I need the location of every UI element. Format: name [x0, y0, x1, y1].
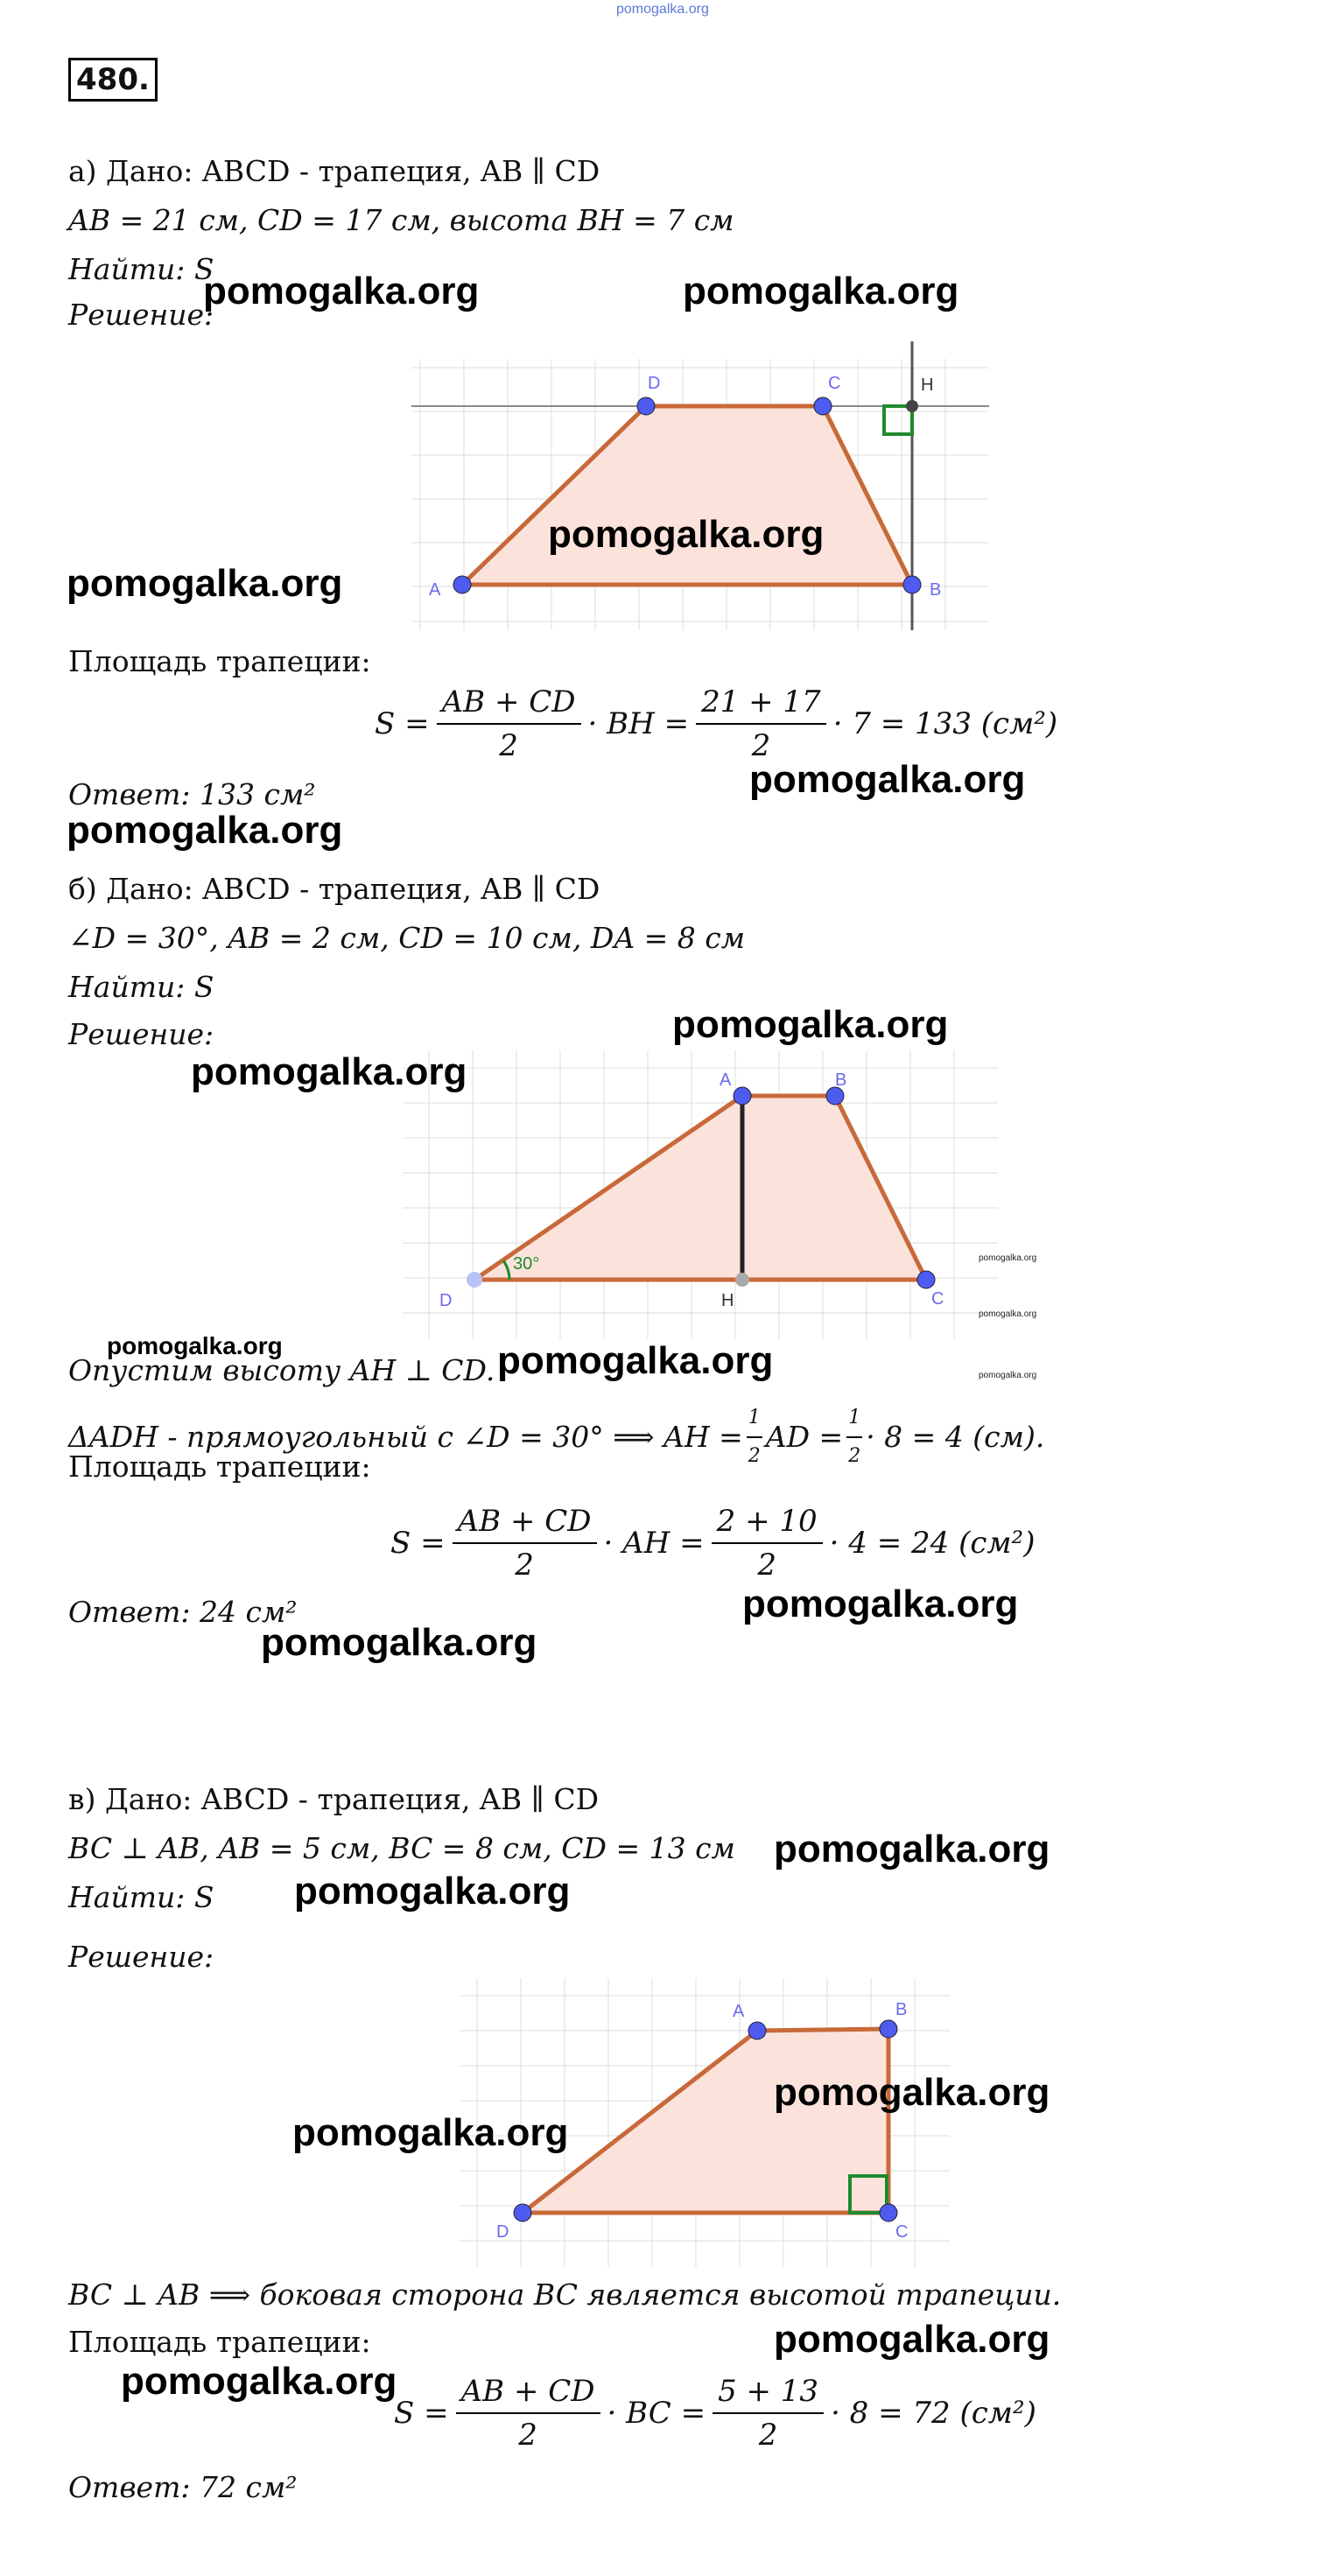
part-b-label-a: A: [720, 1070, 732, 1090]
part-b-step2-b: AD =: [765, 1420, 844, 1454]
part-a-point-d: [637, 397, 655, 415]
part-c-given: в) Дано: ABCD - трапеция, AB ∥ CD: [68, 1782, 600, 1816]
top-link[interactable]: pomogalka.org: [616, 2, 709, 17]
watermark: pomogalka.org: [672, 1003, 949, 1046]
part-b-point-d: [467, 1272, 482, 1288]
part-a-frac-2: [696, 684, 826, 763]
part-c-formula-lhs: S =: [394, 2396, 449, 2431]
part-a-label-b: B: [930, 580, 942, 600]
part-b-find: Найти: S: [68, 970, 214, 1004]
part-b-step2-c: · 8 = 4 (см).: [866, 1420, 1045, 1454]
watermark: pomogalka.org: [979, 1371, 1037, 1380]
part-a-label-h: H: [921, 376, 934, 395]
part-a-formula-rhs: · 7 = 133 (см²): [832, 706, 1058, 741]
part-b-frac-2: [712, 1504, 823, 1583]
frac-numerator: AB + CD: [453, 1504, 597, 1544]
frac-numerator: AB + CD: [456, 2374, 600, 2414]
watermark: pomogalka.org: [497, 1339, 774, 1382]
part-b-formula-lhs: S =: [390, 1526, 446, 1561]
part-a-formula: [375, 684, 1057, 763]
watermark: pomogalka.org: [261, 1621, 537, 1664]
watermark: pomogalka.org: [749, 758, 1026, 801]
frac-denominator: 2: [748, 1445, 761, 1467]
part-a-frac-1: [437, 684, 581, 763]
part-b-label-h: H: [721, 1291, 734, 1310]
part-b-label-d: D: [439, 1291, 453, 1310]
frac-numerator: 21 + 17: [696, 684, 826, 725]
frac-denominator: 2: [758, 2418, 778, 2453]
watermark: pomogalka.org: [203, 270, 480, 312]
frac-numerator: 2 + 10: [712, 1504, 823, 1544]
part-b-point-h: [735, 1273, 749, 1287]
frac-numerator: AB + CD: [437, 684, 581, 725]
part-c-point-a: [748, 2022, 766, 2039]
part-c-formula-rhs: · 8 = 72 (см²): [831, 2396, 1036, 2431]
part-b-trapezoid: [474, 1096, 926, 1280]
frac-denominator: 2: [757, 1548, 776, 1583]
part-b-area-label: Площадь трапеции:: [68, 1449, 371, 1484]
watermark: pomogalka.org: [294, 1870, 571, 1913]
part-b-diagram: [403, 1050, 998, 1339]
part-c-step1: BC ⊥ AB ⟹ боковая сторона BC является высотой трапеции.: [68, 2278, 1062, 2312]
part-b-formula-mid: · AH =: [603, 1526, 705, 1561]
part-a-point-b: [903, 576, 921, 593]
part-b-point-a: [734, 1087, 751, 1105]
part-c-formula: [394, 2374, 1036, 2453]
frac-denominator: 2: [499, 728, 518, 763]
watermark: pomogalka.org: [979, 1309, 1037, 1319]
part-c-formula-mid: · BC =: [607, 2396, 706, 2431]
part-b-label-b: B: [835, 1070, 847, 1090]
part-a-solution-label: Решение:: [68, 298, 214, 332]
part-b-formula: [390, 1504, 1035, 1583]
part-c-label-a: A: [733, 2002, 745, 2021]
part-a-point-a: [453, 576, 471, 593]
part-a-label-d: D: [648, 374, 661, 393]
frac-denominator: 2: [751, 728, 771, 763]
part-a-label-c: C: [828, 374, 841, 393]
part-b-half-1: [747, 1400, 762, 1474]
part-a-point-c: [814, 397, 832, 415]
part-a-find: Найти: S: [68, 252, 214, 286]
part-b-solution-label: Решение:: [68, 1017, 214, 1051]
part-b-answer: Ответ: 24 см²: [68, 1595, 298, 1629]
part-c-label-b: B: [895, 2000, 908, 2019]
part-b-frac-1: [453, 1504, 597, 1583]
part-b-values: ∠D = 30°, AB = 2 см, CD = 10 см, DA = 8 см: [68, 921, 746, 955]
part-b-angle-label: 30°: [513, 1254, 540, 1274]
watermark: pomogalka.org: [774, 1828, 1050, 1871]
watermark: pomogalka.org: [121, 2360, 397, 2403]
part-c-frac-2: [713, 2374, 824, 2453]
part-a-values: AB = 21 см, CD = 17 см, высота BH = 7 см: [68, 203, 734, 237]
part-b-step1: Опустим высоту AH ⊥ CD.: [68, 1353, 495, 1387]
watermark: pomogalka.org: [979, 1253, 1037, 1263]
part-a-point-h: [906, 400, 918, 412]
part-c-point-c: [880, 2204, 897, 2222]
part-a-answer: Ответ: 133 см²: [68, 777, 316, 811]
part-a-formula-mid: · BH =: [587, 706, 690, 741]
watermark: pomogalka.org: [67, 809, 343, 852]
watermark: pomogalka.org: [191, 1050, 467, 1093]
part-b-step2-a: ΔADH - прямоугольный с ∠D = 30° ⟹ AH =: [68, 1420, 743, 1454]
part-b-given: б) Дано: ABCD - трапеция, AB ∥ CD: [68, 872, 600, 906]
frac-denominator: 2: [518, 2418, 537, 2453]
part-c-frac-1: [456, 2374, 600, 2453]
part-c-find: Найти: S: [68, 1880, 214, 1914]
part-a-diagram: [411, 341, 998, 639]
part-c-values: BC ⊥ AB, AB = 5 см, BC = 8 см, CD = 13 см: [68, 1831, 735, 1865]
part-a-area-label: Площадь трапеции:: [68, 644, 371, 678]
part-c-solution-label: Решение:: [68, 1940, 214, 1974]
part-c-label-d: D: [496, 2222, 509, 2242]
part-a-label-a: A: [429, 580, 441, 600]
problem-number: 480.: [68, 58, 158, 102]
watermark: pomogalka.org: [548, 513, 825, 556]
watermark: pomogalka.org: [742, 1583, 1019, 1625]
watermark: pomogalka.org: [292, 2111, 569, 2154]
frac-numerator: 1: [846, 1400, 862, 1438]
watermark: pomogalka.org: [774, 2071, 1050, 2114]
part-a-formula-lhs: S =: [375, 706, 430, 741]
frac-denominator: 2: [515, 1548, 534, 1583]
part-c-trapezoid: [523, 2029, 888, 2213]
part-b-point-b: [826, 1087, 844, 1105]
part-b-formula-rhs: · 4 = 24 (см²): [829, 1526, 1036, 1561]
frac-numerator: 1: [747, 1400, 762, 1438]
part-c-point-d: [514, 2204, 531, 2222]
watermark: pomogalka.org: [683, 270, 959, 312]
frac-denominator: 2: [848, 1445, 861, 1467]
part-a-given: а) Дано: ABCD - трапеция, AB ∥ CD: [68, 154, 600, 188]
part-b-label-c: C: [931, 1289, 944, 1309]
frac-numerator: 5 + 13: [713, 2374, 824, 2414]
part-a-trapezoid: [462, 406, 912, 585]
watermark: pomogalka.org: [107, 1332, 283, 1359]
part-c-area-label: Площадь трапеции:: [68, 2325, 371, 2359]
part-c-point-b: [880, 2020, 897, 2038]
part-c-label-c: C: [895, 2222, 909, 2242]
part-c-answer: Ответ: 72 см²: [68, 2470, 298, 2504]
part-b-half-2: [846, 1400, 862, 1474]
watermark: pomogalka.org: [774, 2318, 1050, 2361]
part-b-point-c: [917, 1271, 935, 1288]
watermark: pomogalka.org: [67, 562, 343, 605]
